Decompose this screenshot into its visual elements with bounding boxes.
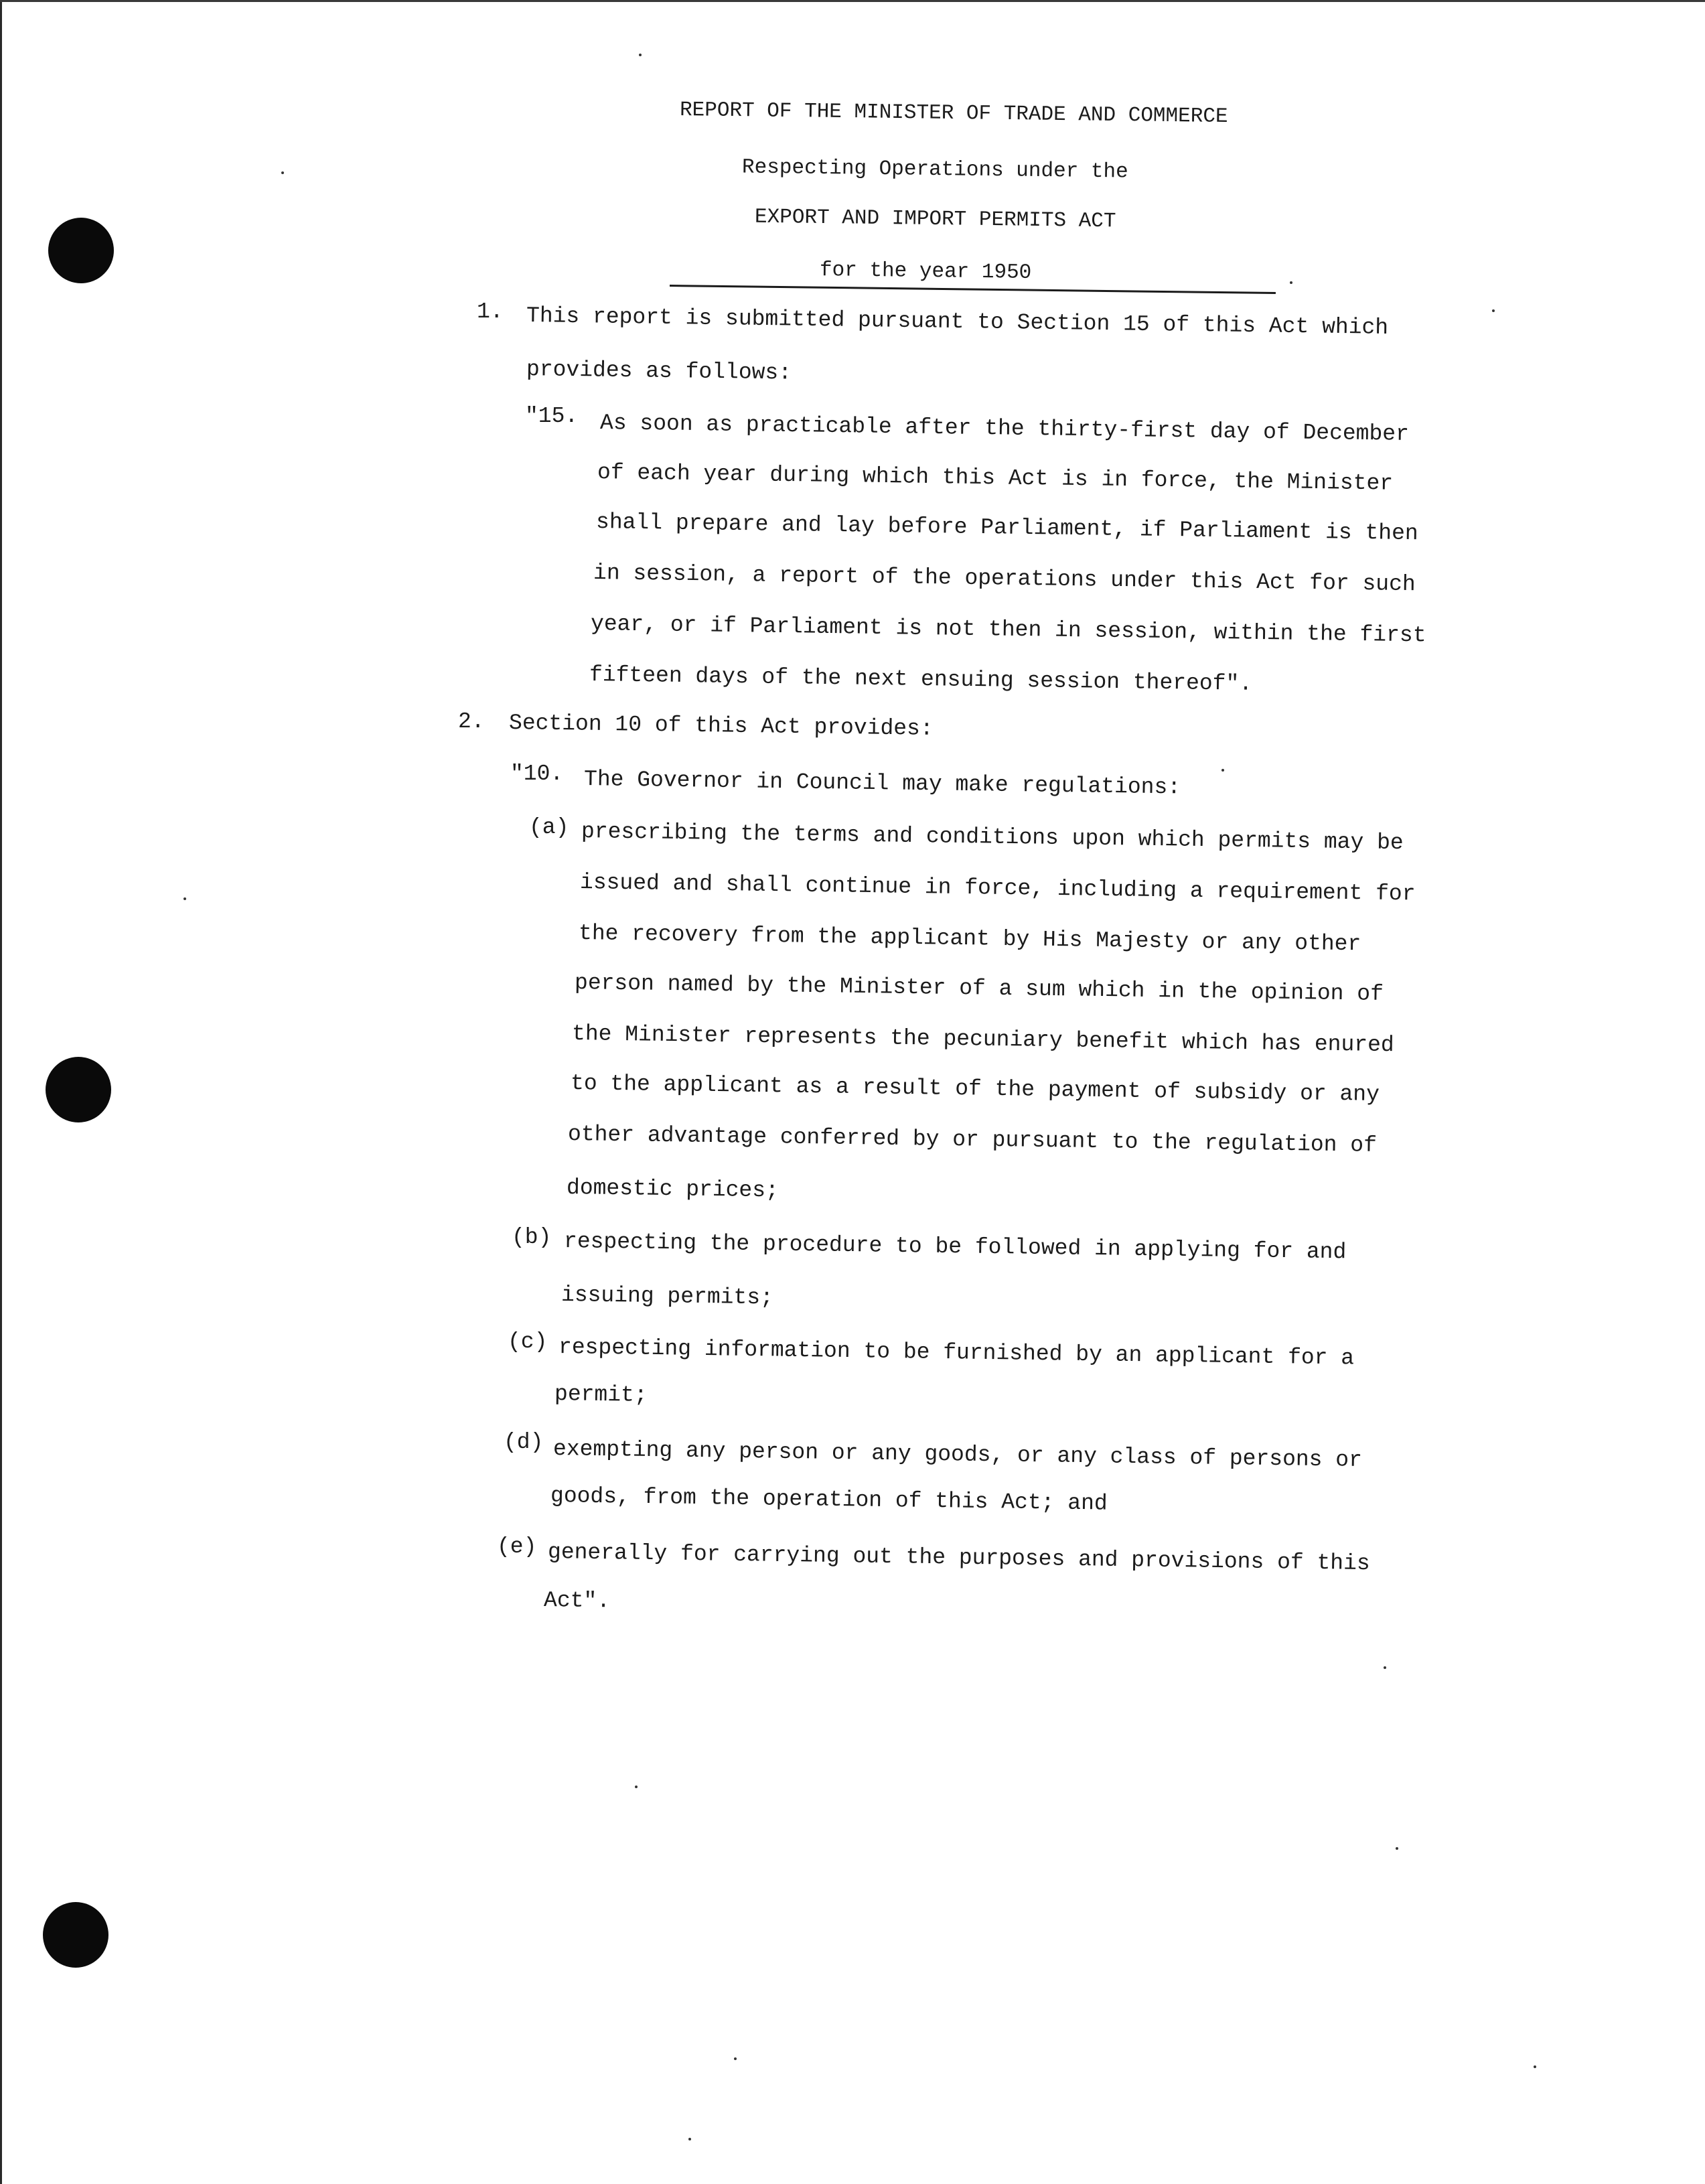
item-b-label: (b) bbox=[512, 1225, 552, 1250]
item-c-label: (c) bbox=[508, 1329, 548, 1354]
scan-speck bbox=[1221, 769, 1224, 772]
scan-speck bbox=[183, 897, 186, 900]
item-a-text-line: person named by the Minister of a sum which in the opinion of bbox=[574, 970, 1384, 1007]
section-15-text-line: in session, a report of the operations under this Act for such bbox=[593, 561, 1416, 597]
item-b-text-line: respecting the procedure to be followed in applying for and bbox=[563, 1229, 1347, 1265]
scan-speck bbox=[639, 54, 642, 56]
scan-speck bbox=[281, 171, 284, 174]
section-1-number: 1. bbox=[477, 299, 504, 324]
section-15-text-line: year, or if Parliament is not then in session, within the first bbox=[590, 611, 1426, 648]
section-2-number: 2. bbox=[458, 709, 485, 734]
item-b-text-line: issuing permits; bbox=[561, 1283, 774, 1311]
section-2-intro: Section 10 of this Act provides: bbox=[508, 711, 934, 741]
item-d-text-line: exempting any person or any goods, or any class of persons or bbox=[552, 1437, 1363, 1473]
section-15-text-line: fifteen days of the next ensuing session thereof". bbox=[589, 662, 1253, 697]
scan-left-edge bbox=[0, 0, 2, 2184]
item-a-text-line: prescribing the terms and conditions upon which permits may be bbox=[581, 819, 1404, 856]
item-a-text-line: to the applicant as a result of the payment of subsidy or any bbox=[570, 1071, 1380, 1107]
punch-hole-bottom bbox=[43, 1902, 108, 1968]
item-a-label: (a) bbox=[529, 815, 569, 840]
item-a-text-line: issued and shall continue in force, including a requirement for bbox=[579, 870, 1416, 907]
item-c-text-line: respecting information to be furnished by an applicant for a bbox=[558, 1335, 1355, 1371]
punch-hole-top bbox=[48, 218, 114, 283]
section-1-intro-cont: provides as follows: bbox=[526, 357, 792, 386]
scan-speck bbox=[1492, 309, 1495, 312]
item-a-text-line: other advantage conferred by or pursuant to the regulation of bbox=[567, 1122, 1378, 1158]
scan-speck bbox=[1290, 281, 1292, 284]
section-10-intro: The Governor in Council may make regulations: bbox=[583, 767, 1181, 800]
report-title: REPORT OF THE MINISTER OF TRADE AND COMMERCE bbox=[679, 98, 1228, 129]
scan-top-edge bbox=[0, 0, 1705, 2]
report-subtitle: Respecting Operations under the bbox=[741, 155, 1128, 184]
item-d-text-line: goods, from the operation of this Act; and bbox=[550, 1483, 1108, 1516]
section-15-text-line: shall prepare and lay before Parliament, if Parliament is then bbox=[595, 510, 1418, 547]
item-a-text-line: the Minister represents the pecuniary benefit which has enured bbox=[571, 1021, 1394, 1058]
section-10-number: "10. bbox=[510, 761, 564, 786]
act-name: EXPORT AND IMPORT PERMITS ACT bbox=[754, 205, 1116, 234]
item-c-text-line: permit; bbox=[554, 1382, 648, 1408]
punch-hole-middle bbox=[46, 1057, 111, 1122]
scan-speck bbox=[1384, 1666, 1386, 1669]
item-a-text-line: domestic prices; bbox=[566, 1175, 780, 1204]
scan-speck bbox=[635, 1786, 638, 1788]
section-15-text-line: of each year during which this Act is in force, the Minister bbox=[597, 460, 1394, 496]
section-15-text-line: As soon as practicable after the thirty-first day of December bbox=[599, 411, 1410, 447]
item-e-label: (e) bbox=[497, 1534, 537, 1559]
item-e-text-line: Act". bbox=[543, 1588, 611, 1614]
scan-speck bbox=[1396, 1847, 1398, 1850]
section-1-intro: This report is submitted pursuant to Section 15 of this Act which bbox=[526, 303, 1389, 340]
item-a-text-line: the recovery from the applicant by His Majesty or any other bbox=[578, 921, 1361, 957]
title-underline bbox=[670, 285, 1276, 294]
section-15-number: "15. bbox=[525, 404, 579, 429]
scan-speck bbox=[1534, 2065, 1536, 2068]
scan-speck bbox=[688, 2138, 691, 2140]
report-year: for the year 1950 bbox=[819, 259, 1032, 285]
item-e-text-line: generally for carrying out the purposes and provisions of this bbox=[547, 1540, 1370, 1577]
item-d-label: (d) bbox=[504, 1430, 544, 1455]
scan-speck bbox=[734, 2057, 737, 2060]
